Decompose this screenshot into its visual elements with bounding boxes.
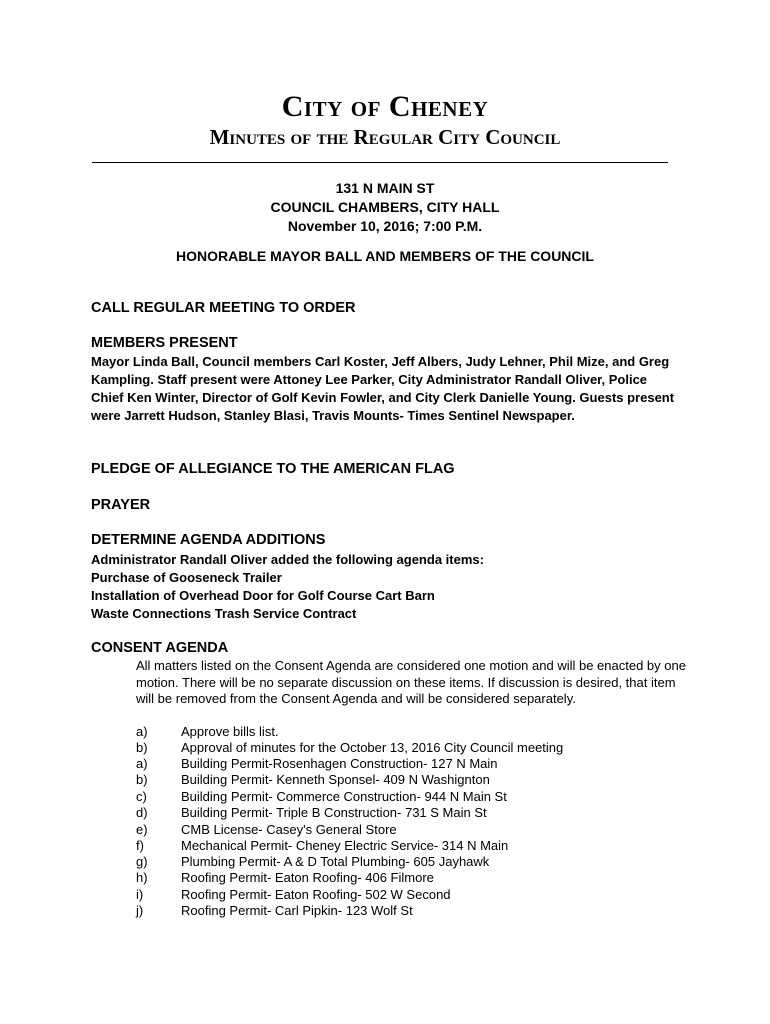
- consent-item-text: Building Permit- Kenneth Sponsel- 409 N Washignton: [181, 772, 490, 787]
- consent-item-text: Building Permit- Triple B Construction- 731 S Main St: [181, 805, 487, 820]
- members-present-text: Mayor Linda Ball, Council members Carl Koster, Jeff Albers, Judy Lehner, Phil Mize, and Greg Kampling. Staff present were Attoney Lee Parker, City Administrator Randall Oliver, Police Chief Ken Winter, Director of Golf Kevin Fowler, and City Clerk Danielle Young. Guests present were Jarrett Hudson, Stanley Blasi, Travis Mounts- Times Sentinel Newspaper.: [91, 354, 675, 423]
- agenda-addition-line: Purchase of Gooseneck Trailer: [91, 570, 282, 585]
- consent-item: [136, 887, 451, 902]
- call-to-order-heading: CALL REGULAR MEETING TO ORDER: [91, 300, 356, 316]
- consent-item-text: Building Permit-Rosenhagen Construction- 127 N Main: [181, 756, 498, 771]
- consent-item-text: CMB License- Casey's General Store: [181, 822, 397, 837]
- consent-item-text: Plumbing Permit- A & D Total Plumbing- 605 Jayhawk: [181, 854, 490, 869]
- consent-item-letter: i): [136, 887, 144, 902]
- agenda-additions-heading: DETERMINE AGENDA ADDITIONS: [91, 532, 326, 548]
- consent-item-text: Roofing Permit- Eaton Roofing- 502 W Second: [181, 887, 451, 902]
- consent-item-text: Mechanical Permit- Cheney Electric Service- 314 N Main: [181, 838, 509, 853]
- consent-agenda-text: All matters listed on the Consent Agenda are considered one motion and will be enacted by one motion. There will be no separate discussion on these items. If discussion is desired, that item will be removed from the Consent Agenda and will be considered separately.: [136, 658, 686, 706]
- consent-item-letter: d): [136, 805, 148, 820]
- consent-item: [136, 854, 489, 869]
- consent-item-letter: h): [136, 870, 148, 885]
- pledge-heading: PLEDGE OF ALLEGIANCE TO THE AMERICAN FLAG: [91, 461, 455, 477]
- consent-item-letter: e): [136, 822, 148, 837]
- consent-agenda-heading: CONSENT AGENDA: [91, 640, 229, 656]
- consent-item-letter: c): [136, 789, 147, 804]
- header-divider: [92, 162, 668, 163]
- meeting-datetime: November 10, 2016; 7:00 P.M.: [287, 218, 483, 234]
- consent-item: [136, 822, 397, 837]
- consent-item-text: Roofing Permit- Eaton Roofing- 406 Filmore: [181, 870, 434, 885]
- consent-item-letter: a): [136, 724, 148, 739]
- document-title: City of Cheney: [281, 90, 489, 123]
- consent-item-text: Approve bills list.: [181, 724, 279, 739]
- consent-item-letter: b): [136, 740, 148, 755]
- meeting-salutation: HONORABLE MAYOR BALL AND MEMBERS OF THE COUNCIL: [176, 248, 594, 264]
- agenda-addition-line: Waste Connections Trash Service Contract: [91, 606, 357, 621]
- agenda-addition-line: Installation of Overhead Door for Golf Course Cart Barn: [91, 588, 435, 603]
- consent-item: [136, 772, 490, 787]
- consent-item: [136, 756, 498, 771]
- consent-item-text: Building Permit- Commerce Construction- 944 N Main St: [181, 789, 507, 804]
- consent-item-text: Roofing Permit- Carl Pipkin- 123 Wolf St: [181, 903, 413, 918]
- meeting-location: COUNCIL CHAMBERS, CITY HALL: [270, 199, 500, 215]
- consent-item-text: Approval of minutes for the October 13, 2016 City Council meeting: [181, 740, 564, 755]
- members-present-heading: MEMBERS PRESENT: [91, 335, 238, 351]
- consent-item: [136, 805, 487, 820]
- consent-item-letter: j): [136, 903, 144, 918]
- prayer-heading: PRAYER: [91, 497, 151, 513]
- consent-item: [136, 789, 507, 804]
- meeting-address: 131 N MAIN ST: [335, 180, 435, 196]
- consent-item: [136, 838, 508, 853]
- consent-item: [136, 870, 434, 885]
- document-subtitle: Minutes of the Regular City Council: [209, 125, 561, 149]
- consent-item-letter: f): [136, 838, 144, 853]
- consent-item: [136, 724, 279, 739]
- consent-item-letter: a): [136, 756, 148, 771]
- consent-item-letter: b): [136, 772, 148, 787]
- consent-item: [136, 903, 413, 918]
- consent-item-letter: g): [136, 854, 148, 869]
- agenda-addition-line: Administrator Randall Oliver added the following agenda items:: [91, 552, 484, 567]
- consent-item: [136, 740, 563, 755]
